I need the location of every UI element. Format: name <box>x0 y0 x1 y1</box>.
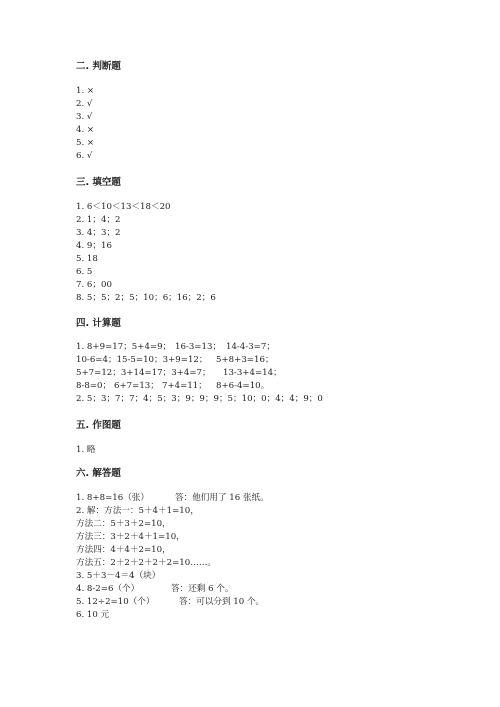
calc-cell: 6+7=13； <box>114 381 159 391</box>
answer-line: 方法三：3＋2＋4＋1=10， <box>76 532 185 542</box>
equation-text: 1. 8+8=16（张） <box>76 493 149 503</box>
answer-line: 7. 6；00 <box>76 280 112 290</box>
calc-cell: 10-6=4；15-5=10；3+9=12； <box>76 355 208 365</box>
section-title-solving: 六. 解答题 <box>76 468 121 479</box>
answer-line: 方法五：2＋2＋2＋2＋2=10……。 <box>76 558 217 568</box>
answer-line: 3. √ <box>76 112 93 122</box>
answer-text: 答：可以分到 10 个。 <box>179 597 265 607</box>
answer-line: 3. 4；3；2 <box>76 228 121 238</box>
answer-line: 2. 1；4；2 <box>76 215 121 225</box>
calc-cell: 14-4-3=7； <box>226 342 275 352</box>
answer-line: 2. 解：方法一：5＋4＋1=10， <box>76 506 199 516</box>
answer-line <box>76 492 376 504</box>
answer-line: 4. 9；16 <box>76 241 112 251</box>
calc-row <box>76 367 406 379</box>
answer-line <box>76 596 376 608</box>
answer-line: 2. √ <box>76 99 93 109</box>
section-title-drawing: 五. 作图题 <box>76 420 121 431</box>
calc-cell: 8-8=0； <box>76 381 112 391</box>
section-title-fill-blank: 三. 填空题 <box>76 177 121 188</box>
answer-line: 1. 6＜10＜13＜18＜20 <box>76 202 171 212</box>
calc-row <box>76 341 406 353</box>
answer-line: 1. 略 <box>76 445 96 455</box>
calc-cell: 8+6-4=10。 <box>216 381 270 391</box>
calc-row <box>76 380 406 392</box>
calc-cell: 1. 8+9=17；5+4=9； <box>76 342 172 352</box>
answer-line: 5. × <box>76 138 95 148</box>
answer-line: 方法二：5＋3＋2=10， <box>76 519 171 529</box>
calc-cell: 16-3=13； <box>175 342 222 352</box>
calc-cell: 13-3+4=14； <box>223 368 282 378</box>
answer-line: 1. × <box>76 86 95 96</box>
answer-line: 3. 5＋3－4＝4（块） <box>76 571 161 581</box>
calc-row <box>76 354 406 366</box>
answer-line <box>76 583 376 595</box>
section-title-judgement: 二. 判断题 <box>76 61 121 72</box>
equation-text: 5. 12÷2=10（个） <box>76 597 155 607</box>
answer-line: 6. 5 <box>76 267 93 277</box>
answer-text: 答：还剩 6 个。 <box>171 584 234 594</box>
equation-text: 4. 8-2=6（个） <box>76 584 140 594</box>
answer-text: 答：他们用了 16 张纸。 <box>175 493 269 503</box>
calc-cell: 7+4=11； <box>162 381 207 391</box>
answer-line: 6. 10 元 <box>76 610 110 620</box>
section-title-calculation: 四. 计算题 <box>76 318 121 329</box>
answer-line: 4. × <box>76 125 95 135</box>
calc-cell: 5+7=12；3+14=17；3+4=7； <box>76 368 211 378</box>
answer-line: 方法四：4＋4＋2=10， <box>76 545 171 555</box>
answer-line: 6. √ <box>76 151 93 161</box>
answer-line: 8. 5；5；2；5；10；6；16；2；6 <box>76 293 216 303</box>
answer-line: 2. 5；3；7；7；4；5；3；9；9；9；5；10；0；4；4；9；0 <box>76 394 323 404</box>
answer-line: 5. 18 <box>76 254 98 264</box>
calc-cell: 5+8+3=16； <box>216 355 274 365</box>
